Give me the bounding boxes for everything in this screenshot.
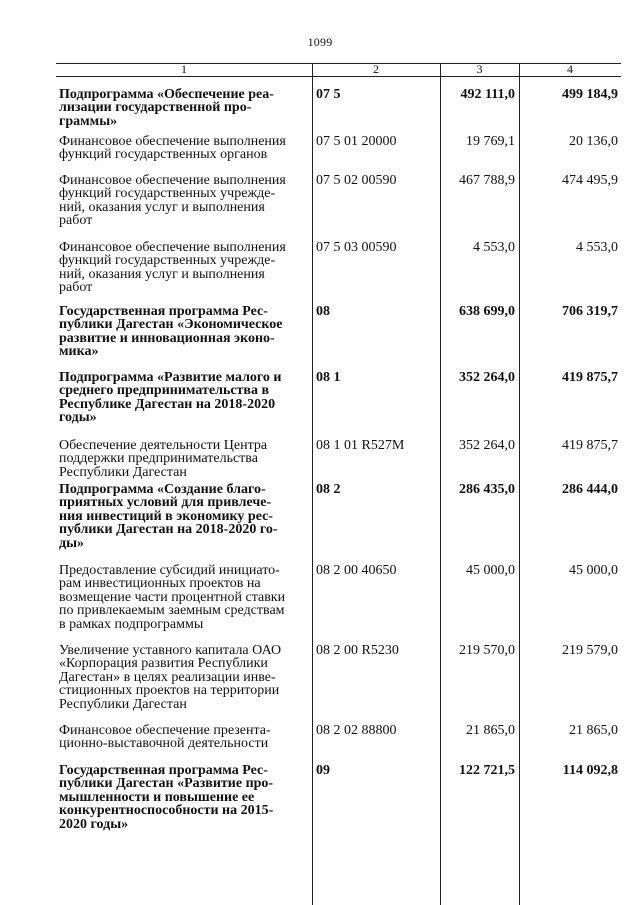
row-name-line: Финансовое обеспечение выполнения [59, 240, 286, 255]
row-name-line: мышленности и повышение ее [59, 789, 255, 805]
row-name-line: публики Дагестан «Развитие про- [59, 776, 274, 792]
budget-table [56, 63, 621, 905]
row-name [59, 483, 307, 550]
row-value-col4: 474 495,9 [562, 173, 618, 188]
row-code: 09 [316, 763, 330, 778]
row-name-line: публики Дагестан на 2018-2020 го- [59, 522, 278, 538]
row-name-line: ний, оказания услуг и выполнения [59, 199, 265, 215]
row-name-line: среднего предпринимательства в [59, 383, 270, 399]
row-name [59, 371, 307, 425]
row-name [59, 135, 307, 162]
row-name [59, 644, 307, 711]
row-name-line: Подпрограмма «Развитие малого и [59, 370, 282, 385]
row-value-col4: 286 444,0 [562, 482, 618, 497]
row-name-line: Дагестан» в целях реализации инве- [59, 669, 276, 685]
row-name-line: «Корпорация развития Республики [59, 656, 268, 672]
row-value-col3: 122 721,5 [459, 763, 515, 778]
row-code: 08 1 [316, 370, 341, 385]
row-code: 07 5 02 00590 [316, 173, 397, 188]
row-value-col4: 219 579,0 [562, 643, 618, 658]
row-name-line: Государственная программа Рес- [59, 304, 268, 319]
row-name-line: ды» [59, 535, 85, 551]
row-name-line: функций государственных учрежде- [59, 253, 276, 269]
row-name-line: ционно-выставочной деятельности [59, 736, 269, 752]
row-name-line: граммы» [59, 113, 118, 129]
row-name-line: Подпрограмма «Создание благо- [59, 482, 266, 497]
row-value-col4: 45 000,0 [569, 563, 618, 578]
row-value-col3: 19 769,1 [466, 134, 515, 149]
row-code: 08 2 00 R5230 [316, 643, 399, 658]
column-header-3: 3 [476, 62, 483, 76]
row-name [59, 88, 307, 128]
row-name-line: рам инвестиционных проектов на [59, 576, 261, 592]
row-name-line: Финансовое обеспечение выполнения [59, 134, 286, 149]
row-value-col4: 706 319,7 [562, 304, 618, 319]
row-name-line: стиционных проектов на территории [59, 683, 280, 699]
row-name [59, 724, 307, 751]
row-name-line: Республики Дагестан [59, 696, 187, 712]
row-name-line: функций государственных учрежде- [59, 186, 276, 202]
row-name-line: Финансовое обеспечение презента- [59, 723, 271, 738]
row-value-col3: 638 699,0 [459, 304, 515, 319]
row-code: 08 2 02 88800 [316, 723, 397, 738]
column-header-2: 2 [373, 62, 379, 76]
row-name-line: Республике Дагестан на 2018-2020 [59, 396, 276, 412]
row-value-col3: 286 435,0 [459, 482, 515, 497]
column-rule-1 [312, 63, 313, 905]
table-header [56, 63, 621, 76]
row-name-line: Предоставление субсидий инициато- [59, 563, 280, 578]
row-name-line: поддержки предпринимательства [59, 451, 258, 467]
row-name-line: Подпрограмма «Обеспечение реа- [59, 87, 274, 102]
row-value-col4: 114 092,8 [562, 763, 618, 778]
row-value-col4: 4 553,0 [576, 240, 618, 255]
row-value-col4: 499 184,9 [562, 87, 618, 102]
row-name-line: Обеспечение деятельности Центра [59, 438, 268, 453]
row-name-line: Республики Дагестан [59, 464, 187, 480]
row-name [59, 174, 307, 228]
row-code: 08 1 01 R527M [316, 438, 405, 453]
row-name [59, 241, 307, 295]
row-name [59, 305, 307, 359]
row-name-line: Финансовое обеспечение выполнения [59, 173, 286, 188]
row-value-col3: 352 264,0 [459, 438, 515, 453]
row-name-line: функций государственных органов [59, 147, 268, 163]
row-name [59, 564, 307, 631]
row-name-line: Увеличение уставного капитала ОАО [59, 643, 282, 658]
row-name-line: конкурентноспособности на 2015- [59, 803, 274, 819]
row-name-line: работ [59, 213, 93, 229]
header-bottom-rule [56, 76, 621, 77]
row-code: 07 5 03 00590 [316, 240, 397, 255]
row-name-line: возмещение части процентной ставки [59, 589, 286, 605]
row-name-line: годы» [59, 410, 97, 426]
row-value-col4: 20 136,0 [569, 134, 618, 149]
row-code: 07 5 [316, 87, 341, 102]
row-value-col3: 467 788,9 [459, 173, 515, 188]
row-name-line: развитие и инновационная эконо- [59, 330, 275, 346]
row-value-col3: 352 264,0 [459, 370, 515, 385]
row-name-line: приятных условий для привлече- [59, 495, 272, 511]
row-name-line: в рамках подпрограммы [59, 616, 204, 632]
row-name-line: 2020 годы» [59, 816, 129, 832]
row-name-line: работ [59, 280, 93, 296]
row-value-col3: 45 000,0 [466, 563, 515, 578]
row-value-col4: 21 865,0 [569, 723, 618, 738]
row-name-line: публики Дагестан «Экономическое [59, 317, 283, 333]
row-name [59, 439, 307, 479]
row-name [59, 764, 307, 831]
row-name-line: лизации государственной про- [59, 100, 252, 116]
row-name-line: по привлекаемым заемным средствам [59, 603, 285, 619]
row-value-col4: 419 875,7 [562, 438, 618, 453]
row-value-col3: 492 111,0 [460, 87, 515, 102]
row-name-line: Государственная программа Рес- [59, 763, 268, 778]
row-name-line: ний, оказания услуг и выполнения [59, 266, 265, 282]
row-name-line: ния инвестиций в экономику рес- [59, 508, 273, 524]
row-code: 08 2 [316, 482, 341, 497]
row-value-col3: 4 553,0 [473, 240, 515, 255]
row-value-col4: 419 875,7 [562, 370, 618, 385]
page-number: 1099 [307, 35, 333, 49]
row-code: 08 [316, 304, 330, 319]
row-code: 07 5 01 20000 [316, 134, 397, 149]
row-value-col3: 21 865,0 [466, 723, 515, 738]
row-value-col3: 219 570,0 [459, 643, 515, 658]
row-name-line: мика» [59, 344, 99, 360]
column-header-1: 1 [181, 62, 187, 76]
column-header-4: 4 [567, 62, 573, 76]
row-code: 08 2 00 40650 [316, 563, 397, 578]
